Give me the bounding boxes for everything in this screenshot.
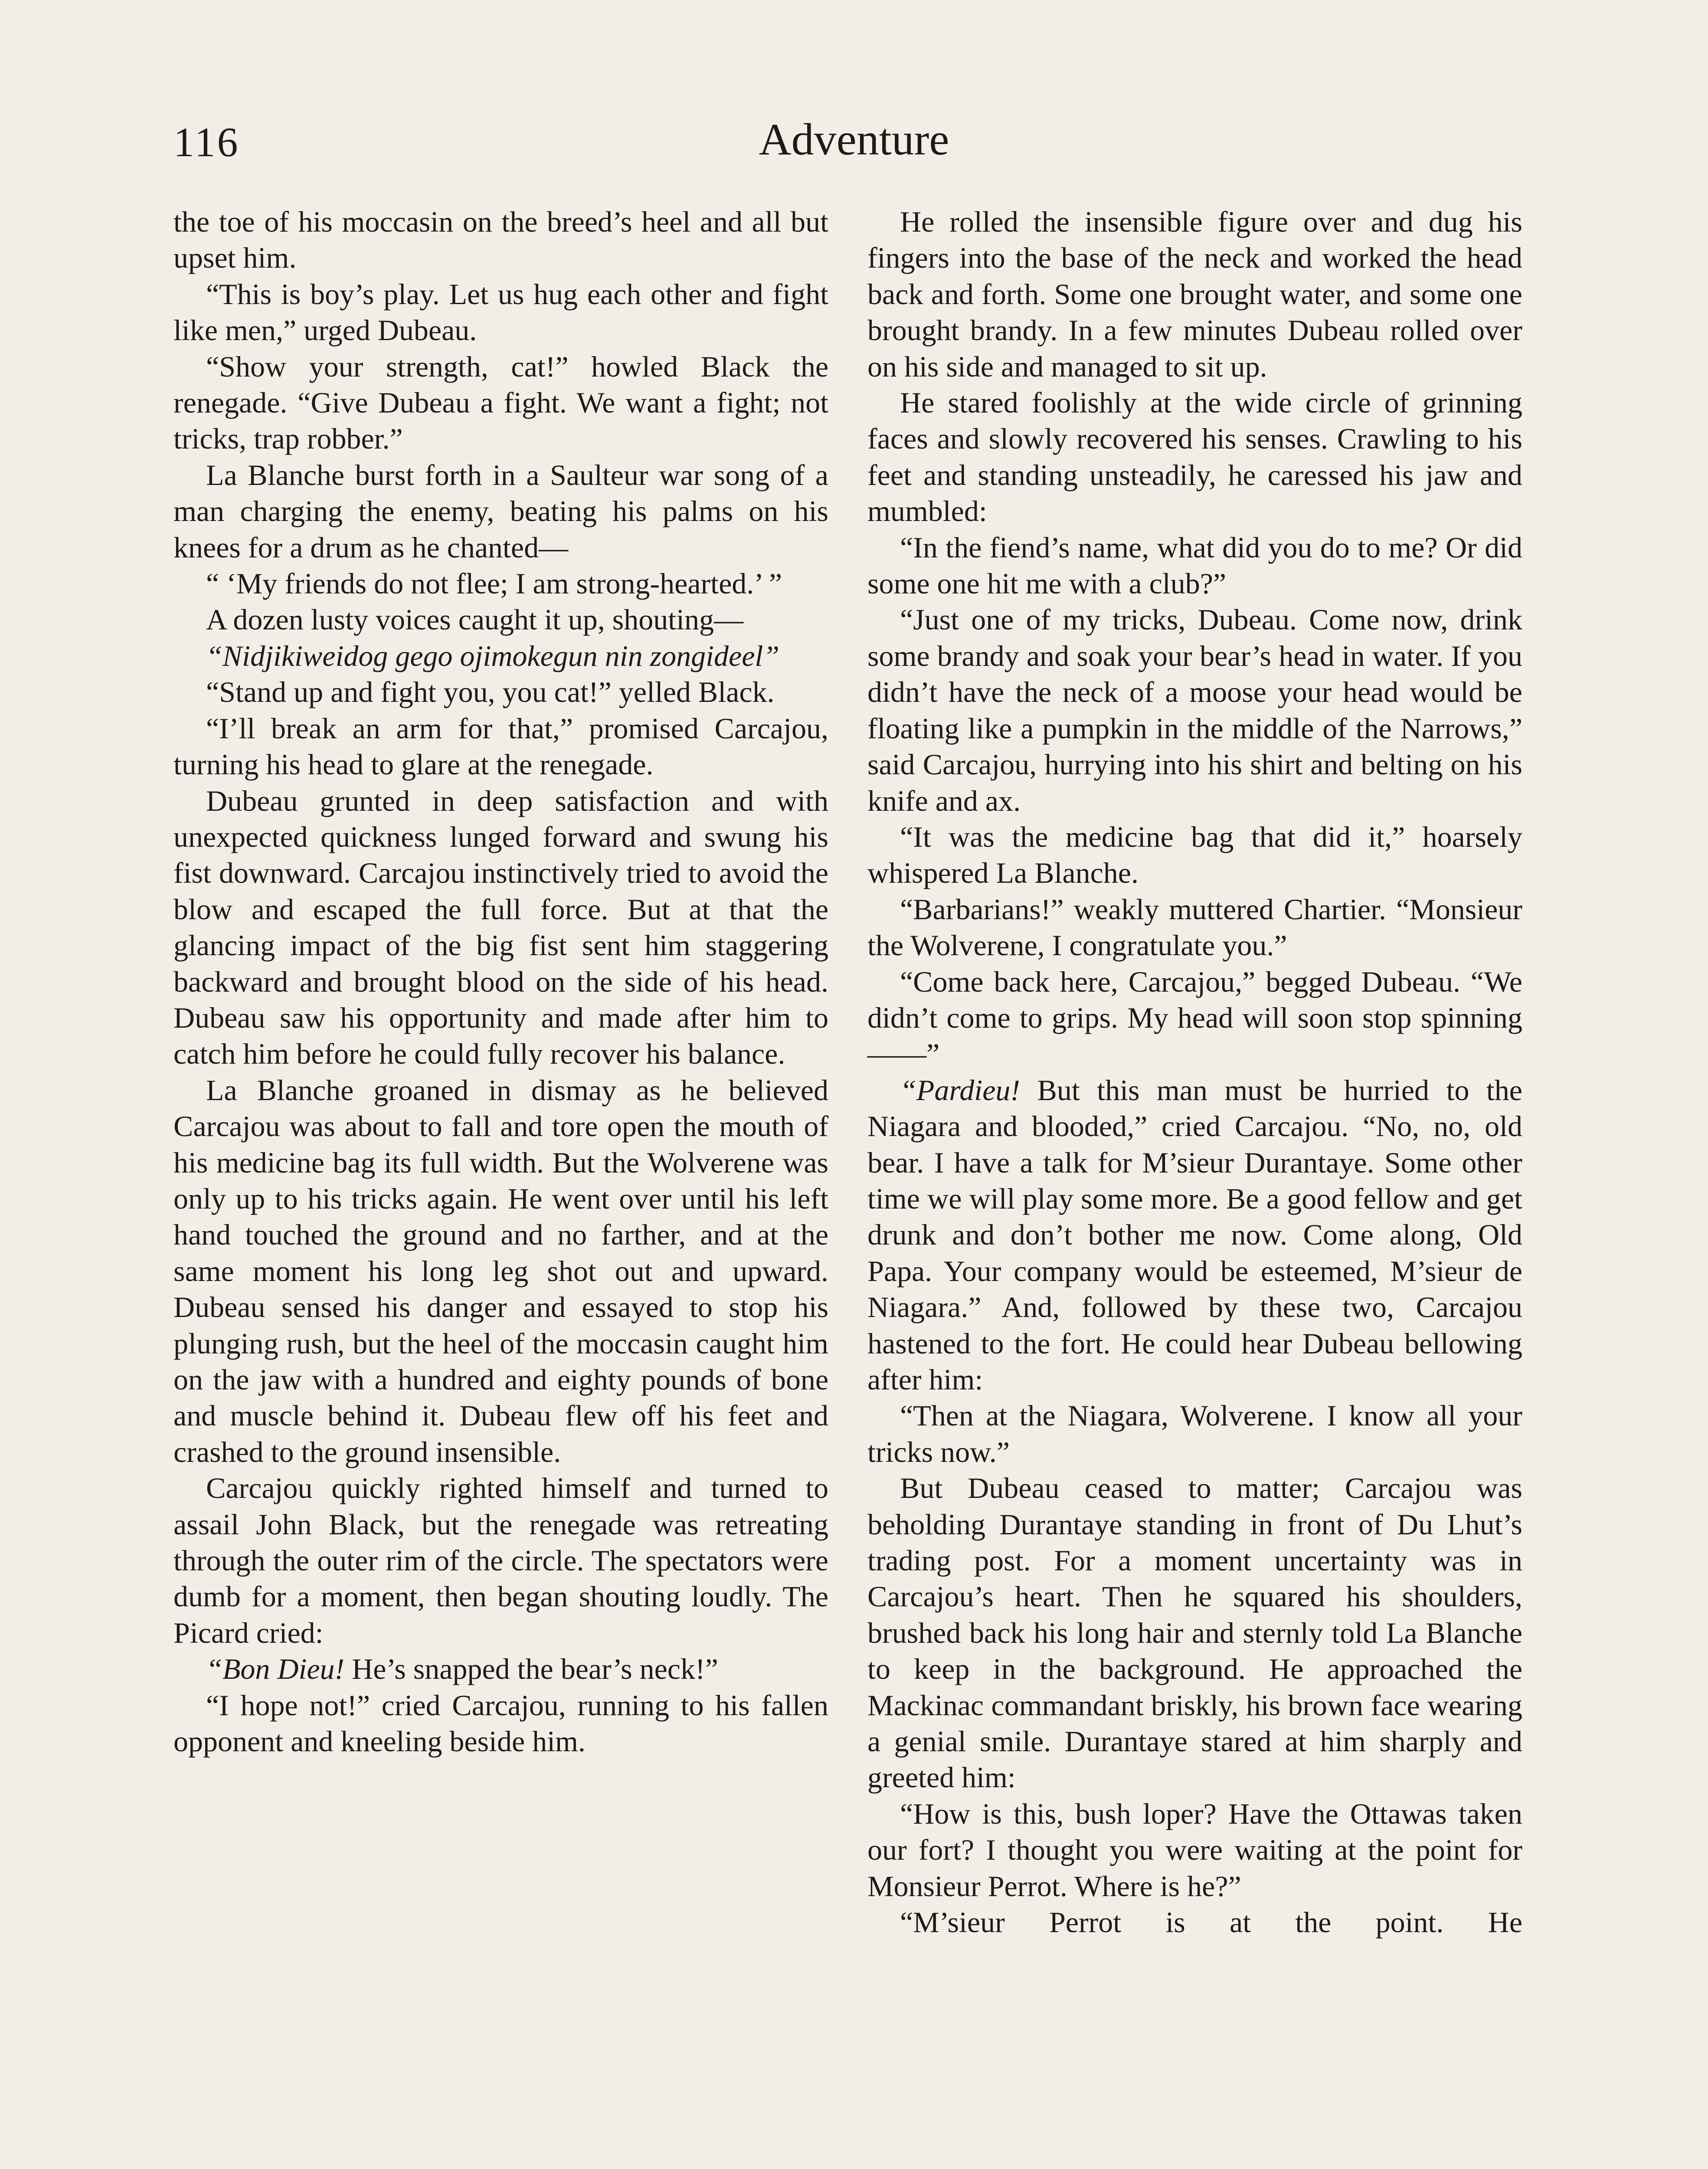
paragraph-text: A dozen lusty voices caught it up, shouting— <box>206 603 743 636</box>
paragraph <box>173 349 828 457</box>
paragraph <box>867 891 1522 964</box>
paragraph <box>173 1687 828 1760</box>
paragraph <box>173 1072 828 1470</box>
paragraph-text: “Just one of my tricks, Dubeau. Come now, drink some brandy and soak your bear’s head in water. If you didn’t have the neck of a moose your head would be floating like a pumpkin in the middle of the Narrows,” said Carcajou, hurrying into his shirt and belting on his knife and ax. <box>867 603 1522 817</box>
running-head: Adventure <box>759 115 949 164</box>
left-text-column <box>173 204 828 1759</box>
paragraph-text: “This is boy’s play. Let us hug each other and fight like men,” urged Dubeau. <box>173 277 828 347</box>
paragraph-text: He stared foolishly at the wide circle of grinning faces and slowly recovered his senses. Crawling to his feet and standing unsteadily, he caressed his jaw and mumbled: <box>867 386 1522 528</box>
paragraph <box>867 1470 1522 1796</box>
paragraph <box>173 566 828 602</box>
right-text-column <box>867 204 1522 1941</box>
paragraph <box>173 674 828 710</box>
paragraph-text: La Blanche burst forth in a Saulteur war song of a man charging the enemy, beating his palms on his knees for a drum as he chanted— <box>173 458 828 564</box>
paragraph-text: “I’ll break an arm for that,” promised Carcajou, turning his head to glare at the renegade. <box>173 711 828 781</box>
paragraph <box>867 602 1522 819</box>
paragraph <box>867 964 1522 1072</box>
paragraph <box>867 1398 1522 1470</box>
paragraph-text: “M’sieur Perrot is at the point. He <box>900 1906 1522 1939</box>
page-number: 116 <box>173 119 240 165</box>
paragraph <box>867 1796 1522 1904</box>
paragraph <box>173 638 828 674</box>
paragraph <box>867 385 1522 530</box>
paragraph-text: “I hope not!” cried Carcajou, running to his fallen opponent and kneeling beside him. <box>173 1688 828 1758</box>
paragraph <box>867 1072 1522 1398</box>
paragraph-text: He rolled the insensible figure over and dug his fingers into the base of the neck and worked the head back and forth. Some one brought water, and some one brought brandy. In a few minutes Dubeau rolled over on his side and managed to sit up. <box>867 205 1522 383</box>
paragraph <box>867 819 1522 891</box>
paragraph <box>867 204 1522 385</box>
paragraph-text: Carcajou quickly righted himself and turned to assail John Black, but the renegade was retreating through the outer rim of the circle. The spectators were dumb for a moment, then began shouting loudly. The Picard cried: <box>173 1471 828 1649</box>
paragraph-text: He’s snapped the bear’s neck!” <box>352 1652 718 1686</box>
paragraph-text: “In the fiend’s name, what did you do to me? Or did some one hit me with a club?” <box>867 531 1522 600</box>
paragraph-text: “Come back here, Carcajou,” begged Dubeau. “We didn’t come to grips. My head will soon stop spinning——” <box>867 965 1522 1071</box>
paragraph <box>173 276 828 349</box>
paragraph <box>867 1904 1522 1940</box>
paragraph-text: “Barbarians!” weakly muttered Chartier. “Monsieur the Wolverene, I congratulate you.” <box>867 892 1522 962</box>
paragraph-text: “Nidjikiweidog gego ojimokegun nin zongideel” <box>206 639 780 672</box>
paragraph-text: “Then at the Niagara, Wolverene. I know all your tricks now.” <box>867 1399 1522 1468</box>
italic-exclamation: “Bon Dieu! <box>206 1652 352 1686</box>
paragraph-text: “It was the medicine bag that did it,” hoarsely whispered La Blanche. <box>867 820 1522 890</box>
paragraph-text: But this man must be hurried to the Niagara and blooded,” cried Carcajou. “No, no, old bear. I have a talk for M’sieur Durantaye. Some other time we will play some more. Be a good fellow and get drunk and don’t bother me now. Come along, Old Papa. Your company would be esteemed, M’sieur de Niagara.” And, followed by these two, Carcajou hastened to the fort. He could hear Dubeau bellowing after him: <box>867 1073 1522 1396</box>
paragraph-text: “ ‘My friends do not flee; I am strong-hearted.’ ” <box>206 567 782 600</box>
paragraph <box>867 530 1522 602</box>
paragraph-text: the toe of his moccasin on the breed’s heel and all but upset him. <box>173 205 828 275</box>
paragraph <box>173 1651 828 1687</box>
paragraph <box>173 783 828 1072</box>
paragraph-text: But Dubeau ceased to matter; Carcajou was beholding Durantaye standing in front of Du Lhut’s trading post. For a moment uncertainty was in Carcajou’s heart. Then he squared his shoulders, brushed back his long hair and sternly told La Blanche to keep in the background. He approached the Mackinac commandant briskly, his brown face wearing a genial smile. Durantaye stared at him sharply and greeted him: <box>867 1471 1522 1794</box>
paragraph-text: “Show your strength, cat!” howled Black the renegade. “Give Dubeau a fight. We want a fight; not tricks, trap robber.” <box>173 350 828 455</box>
italic-exclamation: “Pardieu! <box>900 1073 1037 1107</box>
paragraph-text: La Blanche groaned in dismay as he believed Carcajou was about to fall and tore open the mouth of his medicine bag its full width. But the Wolverene was only up to his tricks again. He went over until his left hand touched the ground and no farther, and at the same moment his long leg shot out and upward. Dubeau sensed his danger and essayed to stop his plunging rush, but the heel of the moccasin caught him on the jaw with a hundred and eighty pounds of bone and muscle behind it. Dubeau flew off his feet and crashed to the ground insensible. <box>173 1073 828 1468</box>
paragraph-text: “Stand up and fight you, you cat!” yelled Black. <box>206 675 775 709</box>
paragraph <box>173 1470 828 1651</box>
paragraph-text: “How is this, bush loper? Have the Ottawas taken our fort? I thought you were waiting at the point for Monsieur Perrot. Where is he?” <box>867 1797 1522 1903</box>
paragraph <box>173 204 828 276</box>
paragraph <box>173 457 828 566</box>
paragraph <box>173 602 828 638</box>
paragraph <box>173 711 828 783</box>
paragraph-text: Dubeau grunted in deep satisfaction and with unexpected quickness lunged forward and swung his fist downward. Carcajou instinctively tried to avoid the blow and escaped the full force. But at that the glancing impact of the big fist sent him staggering backward and brought blood on the side of his head. Dubeau saw his opportunity and made after him to catch him before he could fully recover his balance. <box>173 784 828 1071</box>
